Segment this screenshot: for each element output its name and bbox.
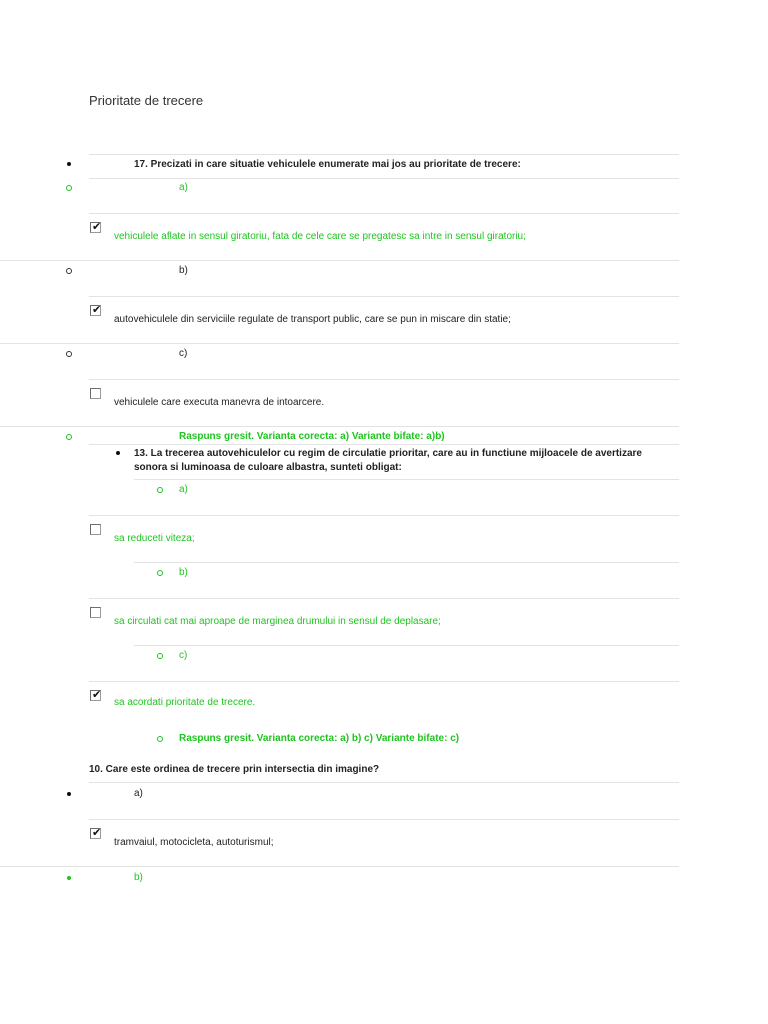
- q17-option-c-checkbox[interactable]: [90, 388, 101, 399]
- q17-option-b-text: autovehiculele din serviciile regulate de transport public, care se pun in miscare din statie;: [114, 314, 511, 325]
- q17-option-b-checkbox[interactable]: [90, 305, 101, 316]
- q17-option-a-text: vehiculele aflate in sensul giratoriu, fata de cele care se pregatesc sa intre in sensul giratoriu;: [114, 231, 526, 242]
- hollow-bullet-icon: [157, 736, 163, 742]
- q10-option-a-checkbox[interactable]: [90, 828, 101, 839]
- bullet-icon: [67, 792, 71, 796]
- hollow-bullet-icon: [66, 185, 72, 191]
- q13-option-c-text: sa acordati prioritate de trecere.: [114, 697, 256, 708]
- q13-option-b-text: sa circulati cat mai aproape de marginea drumului in sensul de deplasare;: [114, 616, 441, 627]
- divider: [89, 379, 679, 380]
- q13-option-c-checkbox[interactable]: [90, 690, 101, 701]
- q17-option-c-text: vehiculele care executa manevra de intoarcere.: [114, 397, 325, 408]
- divider: [0, 426, 679, 427]
- q17-option-b-label: b): [179, 265, 188, 276]
- q13-result: Raspuns gresit. Varianta corecta: a) b) c) Variante bifate: c): [179, 733, 460, 744]
- divider: [89, 178, 679, 179]
- divider: [89, 515, 679, 516]
- checkmark-icon: ✔: [92, 303, 102, 316]
- divider: [0, 866, 679, 867]
- q17-result: Raspuns gresit. Varianta corecta: a) Variante bifate: a)b): [179, 431, 445, 442]
- divider: [89, 819, 679, 820]
- hollow-bullet-icon: [157, 487, 163, 493]
- divider: [89, 296, 679, 297]
- q13-option-b-label: b): [179, 567, 188, 578]
- checkmark-icon: ✔: [92, 220, 102, 233]
- divider: [134, 562, 679, 563]
- divider: [89, 154, 679, 155]
- q10-option-a-text: tramvaiul, motocicleta, autoturismul;: [114, 837, 274, 848]
- bullet-icon: [67, 876, 71, 880]
- divider: [0, 343, 679, 344]
- bullet-icon: [67, 162, 71, 166]
- divider: [89, 444, 679, 445]
- divider: [89, 598, 679, 599]
- hollow-bullet-icon: [157, 570, 163, 576]
- divider: [134, 479, 679, 480]
- hollow-bullet-icon: [157, 653, 163, 659]
- q13-option-b-checkbox[interactable]: [90, 607, 101, 618]
- question-17-text: 17. Precizati in care situatie vehiculele enumerate mai jos au prioritate de trecere:: [134, 159, 521, 170]
- q13-option-a-checkbox[interactable]: [90, 524, 101, 535]
- q17-option-c-label: c): [179, 348, 188, 359]
- hollow-bullet-icon: [66, 351, 72, 357]
- divider: [89, 681, 679, 682]
- question-13-text-line2: sonora si luminoasa de culoare albastra, sunteti obligat:: [134, 462, 402, 473]
- q17-option-a-checkbox[interactable]: [90, 222, 101, 233]
- question-13-text-line1: 13. La trecerea autovehiculelor cu regim de circulatie prioritar, care au in functiune mijloacele de avertizare: [134, 448, 642, 459]
- divider: [89, 213, 679, 214]
- bullet-icon: [116, 451, 120, 455]
- divider: [0, 260, 679, 261]
- q10-option-a-label: a): [134, 788, 143, 799]
- q13-option-a-label: a): [179, 484, 188, 495]
- hollow-bullet-icon: [66, 434, 72, 440]
- question-10-text: 10. Care este ordinea de trecere prin intersectia din imagine?: [89, 764, 380, 775]
- q17-option-a-label: a): [179, 182, 188, 193]
- hollow-bullet-icon: [66, 268, 72, 274]
- checkmark-icon: ✔: [92, 688, 102, 701]
- checkmark-icon: ✔: [92, 826, 102, 839]
- q10-option-b-label: b): [134, 872, 143, 883]
- q13-option-c-label: c): [179, 650, 188, 661]
- divider: [134, 645, 679, 646]
- divider: [89, 782, 679, 783]
- q13-option-a-text: sa reduceti viteza;: [114, 533, 195, 544]
- page-title: Prioritate de trecere: [89, 93, 204, 108]
